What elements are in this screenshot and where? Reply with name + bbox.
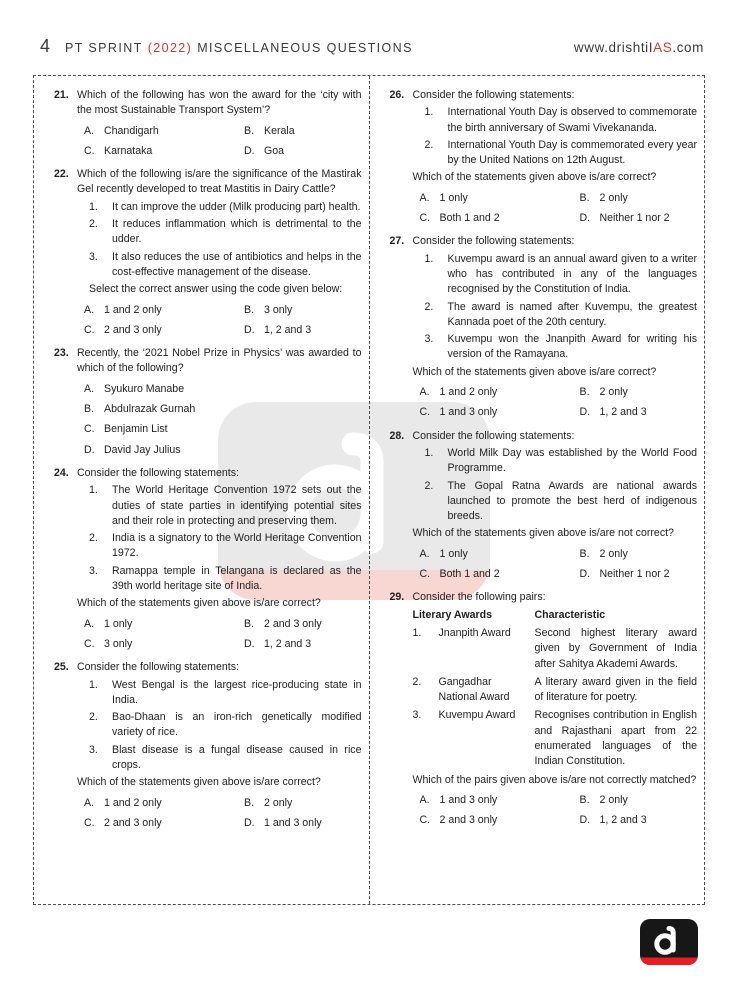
statement-number: 2. bbox=[89, 711, 98, 724]
option-letter: D. bbox=[84, 443, 95, 456]
page-header bbox=[40, 36, 704, 57]
option bbox=[580, 385, 628, 400]
statement-number: 2. bbox=[424, 300, 434, 313]
question bbox=[54, 466, 362, 652]
option-text: 2 only bbox=[599, 386, 628, 399]
option-letter: A. bbox=[84, 382, 95, 395]
options-row bbox=[420, 547, 698, 562]
option-letter: B. bbox=[579, 793, 590, 806]
option-text: 1 and 2 only bbox=[439, 386, 498, 399]
options-row bbox=[420, 405, 698, 420]
option-letter: C. bbox=[84, 637, 95, 650]
option bbox=[84, 124, 244, 139]
option-text: 2 only bbox=[599, 191, 628, 204]
question-text: Consider the following pairs: bbox=[412, 591, 546, 604]
option-letter: D. bbox=[244, 323, 255, 336]
option-letter: B. bbox=[244, 303, 255, 316]
statement-number: 1. bbox=[89, 200, 98, 213]
option bbox=[244, 323, 311, 338]
statement bbox=[89, 217, 362, 248]
option bbox=[84, 617, 244, 632]
website-prefix: www.drishtiI bbox=[573, 40, 654, 55]
option-text: Syukuro Manabe bbox=[104, 382, 185, 395]
options-row bbox=[84, 617, 362, 632]
pair-characteristic: Recognises contribution in English and Rajasthani apart from 22 enumerated languages of the Indian Constitution. bbox=[534, 709, 697, 768]
website-url bbox=[574, 40, 704, 55]
option-letter: A. bbox=[84, 796, 95, 809]
pair-characteristic: Second highest literary award given by Government of India after Sahitya Akademi Awards. bbox=[534, 626, 697, 670]
statement-number: 1. bbox=[424, 252, 434, 265]
question-body bbox=[413, 429, 698, 583]
option bbox=[84, 144, 244, 159]
pair-award: Gangadhar National Award bbox=[438, 675, 510, 704]
option-text: Karnataka bbox=[104, 144, 153, 157]
statement-text: India is a signatory to the World Heritage Convention 1972. bbox=[112, 532, 362, 560]
option-letter: A. bbox=[84, 303, 95, 316]
options-row bbox=[420, 191, 698, 206]
website-suffix: .com bbox=[672, 40, 704, 55]
option bbox=[580, 405, 647, 420]
option-text: 1 and 2 only bbox=[104, 796, 162, 809]
statement-number: 3. bbox=[424, 333, 434, 346]
statement-number: 3. bbox=[89, 250, 98, 263]
question-text: Which of the following has won the award for the ‘city with the most Sustainable Transport System’? bbox=[77, 89, 362, 117]
option-text: 1 only bbox=[439, 547, 468, 560]
question-body bbox=[77, 167, 362, 338]
options-row bbox=[84, 124, 362, 139]
statement-number: 1. bbox=[89, 678, 98, 691]
question-number: 26. bbox=[389, 89, 405, 101]
question bbox=[54, 167, 362, 338]
question-lead: Which of the statements given above is/are correct? bbox=[77, 597, 321, 610]
options-row bbox=[420, 813, 698, 828]
options-row bbox=[84, 637, 362, 652]
option bbox=[244, 303, 292, 318]
statement bbox=[425, 138, 698, 169]
statement-text: International Youth Day is commemorated every year by the United Nations on 12th August. bbox=[447, 138, 697, 167]
option-text: David Jay Julius bbox=[104, 443, 181, 456]
option bbox=[84, 382, 184, 397]
option bbox=[420, 547, 580, 562]
options-row bbox=[84, 382, 362, 397]
option bbox=[580, 813, 647, 828]
statement-number: 2. bbox=[89, 218, 98, 231]
statement-text: West Bengal is the largest rice-producing state in India. bbox=[112, 678, 362, 706]
pair-number: 3. bbox=[412, 709, 422, 722]
options-row bbox=[84, 443, 362, 458]
option bbox=[84, 637, 244, 652]
statement bbox=[89, 710, 362, 741]
question-text: Consider the following statements: bbox=[412, 429, 575, 442]
option-letter: A. bbox=[419, 386, 430, 399]
statement-text: Ramappa temple in Telangana is declared as the 39th world heritage site of India. bbox=[112, 564, 362, 593]
option-text: 2 only bbox=[264, 796, 293, 809]
option bbox=[84, 422, 168, 437]
question bbox=[54, 88, 362, 159]
options-row bbox=[420, 385, 698, 400]
option bbox=[244, 796, 292, 811]
statement-text: International Youth Day is observed to commemorate the birth anniversary of Swami Vivekananda. bbox=[447, 106, 697, 134]
question bbox=[390, 429, 698, 583]
question-body bbox=[77, 88, 362, 159]
option-letter: D. bbox=[244, 637, 255, 650]
question-lead: Select the correct answer using the code given below: bbox=[89, 283, 343, 296]
pair-number: 1. bbox=[412, 626, 422, 639]
question-number: 23. bbox=[54, 347, 69, 360]
option-letter: C. bbox=[419, 814, 431, 827]
option-text: 2 and 3 only bbox=[264, 617, 322, 630]
statement-number: 1. bbox=[89, 484, 98, 497]
statement-text: Kuvempu won the Jnanpith Award for writing his version of the Ramayana. bbox=[447, 333, 697, 361]
statement bbox=[89, 678, 362, 709]
option-text: 2 and 3 only bbox=[104, 816, 162, 829]
question-number: 27. bbox=[389, 235, 405, 248]
options-row bbox=[84, 402, 362, 417]
question-body bbox=[413, 234, 698, 420]
option-letter: D. bbox=[579, 568, 591, 581]
option-text: 1, 2 and 3 bbox=[264, 637, 312, 650]
option-text: Abdulrazak Gurnah bbox=[104, 403, 196, 416]
questions-column-right bbox=[369, 76, 705, 904]
option-text: 1 only bbox=[104, 617, 133, 630]
pairs-header-left: Literary Awards bbox=[412, 608, 492, 621]
option bbox=[244, 816, 322, 831]
statement-text: It reduces inflammation which is detrimental to the udder. bbox=[112, 218, 362, 246]
question-number: 21. bbox=[54, 89, 69, 101]
question-body bbox=[77, 466, 362, 652]
statement bbox=[89, 250, 362, 281]
statement-text: World Milk Day was established by the World Food Programme. bbox=[447, 446, 697, 475]
option-letter: C. bbox=[84, 144, 95, 157]
pair-award: Kuvempu Award bbox=[438, 709, 516, 722]
options-row bbox=[84, 796, 362, 811]
option-text: 1 and 3 only bbox=[439, 793, 498, 806]
document-title bbox=[65, 41, 418, 55]
option bbox=[84, 402, 195, 417]
option bbox=[420, 567, 580, 582]
option bbox=[420, 191, 580, 206]
option-text: Neither 1 nor 2 bbox=[599, 568, 670, 581]
statement-number: 1. bbox=[424, 446, 434, 459]
option-text: 3 only bbox=[264, 303, 293, 316]
option-text: 1 and 3 only bbox=[439, 406, 498, 419]
option-text: 1, 2 and 3 bbox=[599, 406, 647, 419]
option-letter: B. bbox=[579, 191, 590, 204]
questions-panel bbox=[33, 75, 705, 905]
question-text: Which of the following is/are the significance of the Mastirak Gel recently developed to treat Mastitis in Dairy Cattle? bbox=[77, 168, 362, 196]
option bbox=[84, 796, 244, 811]
option-text: Chandigarh bbox=[104, 124, 159, 137]
question bbox=[54, 346, 362, 458]
statement bbox=[425, 252, 698, 298]
statement bbox=[89, 743, 362, 774]
statement bbox=[89, 200, 362, 215]
statement-number: 3. bbox=[89, 743, 98, 756]
statement-text: Blast disease is a fungal disease caused in rice crops. bbox=[112, 743, 362, 771]
option-text: 1, 2 and 3 bbox=[264, 323, 312, 336]
option-letter: B. bbox=[244, 617, 255, 630]
pairs-header-right: Characteristic bbox=[534, 608, 606, 621]
question-body bbox=[77, 660, 362, 831]
questions-column-left bbox=[34, 76, 369, 904]
option-text: 1 and 2 only bbox=[104, 303, 162, 316]
option-text: 1, 2 and 3 bbox=[599, 814, 647, 827]
website-accent: AS bbox=[653, 40, 673, 55]
question-text: Consider the following statements: bbox=[412, 89, 575, 101]
question-body bbox=[413, 88, 698, 226]
statement bbox=[425, 105, 698, 136]
option-text: 2 only bbox=[599, 793, 628, 806]
option-letter: A. bbox=[84, 124, 95, 137]
option-letter: B. bbox=[244, 796, 255, 809]
question-number: 29. bbox=[389, 591, 405, 604]
option bbox=[244, 144, 284, 159]
options-row bbox=[84, 144, 362, 159]
option bbox=[244, 617, 322, 632]
statement-text: The award is named after Kuvempu, the greatest Kannada poet of the 20th century. bbox=[447, 300, 697, 328]
option-letter: C. bbox=[419, 568, 431, 581]
options-row bbox=[84, 303, 362, 318]
statement-text: The World Heritage Convention 1972 sets out the duties of state parties in identifying potential sites and their role in protecting and preserving them. bbox=[112, 484, 362, 527]
option-letter: B. bbox=[579, 547, 590, 560]
statement-number: 2. bbox=[89, 532, 98, 545]
drishti-logo bbox=[640, 919, 698, 965]
page-number: 4 bbox=[40, 36, 52, 56]
question-lead: Which of the statements given above is/are not correct? bbox=[412, 527, 674, 540]
pairs-table bbox=[413, 608, 698, 770]
option bbox=[420, 211, 580, 226]
option-letter: D. bbox=[579, 212, 591, 225]
option-letter: A. bbox=[84, 617, 95, 630]
statement-number: 2. bbox=[424, 479, 434, 492]
option-letter: C. bbox=[84, 423, 95, 436]
option bbox=[84, 303, 244, 318]
option-text: 3 only bbox=[104, 637, 133, 650]
option-letter: C. bbox=[84, 816, 95, 829]
option-letter: B. bbox=[244, 124, 255, 137]
statement bbox=[89, 531, 362, 562]
option-letter: A. bbox=[419, 793, 430, 806]
option bbox=[244, 637, 311, 652]
option-letter: A. bbox=[419, 547, 430, 560]
option bbox=[580, 211, 670, 226]
question-text: Recently, the ‘2021 Nobel Prize in Physics’ was awarded to which of the following? bbox=[77, 347, 362, 375]
question bbox=[54, 660, 362, 831]
statement bbox=[89, 483, 362, 529]
option-text: Both 1 and 2 bbox=[439, 568, 500, 581]
option-text: Both 1 and 2 bbox=[439, 212, 500, 225]
option bbox=[580, 793, 628, 808]
statement bbox=[425, 332, 698, 363]
question bbox=[390, 88, 698, 226]
pair-row bbox=[413, 626, 698, 672]
question-text: Consider the following statements: bbox=[412, 235, 575, 248]
question-lead: Which of the statements given above is/are correct? bbox=[412, 171, 657, 184]
option-letter: C. bbox=[419, 406, 431, 419]
option bbox=[84, 443, 181, 458]
option-text: 1 and 3 only bbox=[264, 816, 322, 829]
option-text: Neither 1 nor 2 bbox=[599, 212, 670, 225]
question-body bbox=[413, 590, 698, 828]
pairs-header bbox=[413, 608, 698, 623]
statement-text: Bao-Dhaan is an iron-rich genetically modified variety of rice. bbox=[112, 711, 362, 739]
question-body bbox=[77, 346, 362, 458]
option-letter: B. bbox=[84, 403, 95, 416]
question-number: 24. bbox=[54, 466, 69, 479]
option-text: Goa bbox=[264, 144, 285, 157]
pair-characteristic: A literary award given in the field of literature for poetry. bbox=[534, 675, 697, 704]
pair-row bbox=[413, 708, 698, 769]
option-letter: A. bbox=[419, 191, 430, 204]
question bbox=[390, 234, 698, 420]
question-lead: Which of the pairs given above is/are not correctly matched? bbox=[412, 773, 697, 786]
option bbox=[580, 567, 670, 582]
statement bbox=[89, 564, 362, 595]
question-text: Consider the following statements: bbox=[77, 661, 239, 674]
pair-row bbox=[413, 675, 698, 706]
option bbox=[420, 385, 580, 400]
statement-text: It can improve the udder (Milk producing part) health. bbox=[112, 200, 361, 213]
option-text: Benjamin List bbox=[104, 423, 168, 436]
options-row bbox=[84, 422, 362, 437]
options-row bbox=[84, 323, 362, 338]
statement-number: 3. bbox=[89, 564, 98, 577]
option-text: 2 only bbox=[599, 547, 628, 560]
title-part1: PT SPRINT bbox=[65, 41, 143, 55]
option-letter: B. bbox=[579, 386, 590, 399]
option-text: 2 and 3 only bbox=[439, 814, 498, 827]
option bbox=[420, 793, 580, 808]
question-lead: Which of the statements given above is/are correct? bbox=[77, 776, 321, 789]
option-text: 1 only bbox=[439, 191, 468, 204]
option-text: Kerala bbox=[264, 124, 295, 137]
statement-number: 1. bbox=[424, 106, 434, 119]
options-row bbox=[420, 567, 698, 582]
option-letter: C. bbox=[84, 323, 95, 336]
question-number: 28. bbox=[389, 429, 405, 442]
option-letter: C. bbox=[419, 212, 431, 225]
option-letter: D. bbox=[244, 144, 255, 157]
options-row bbox=[84, 816, 362, 831]
option-letter: D. bbox=[579, 406, 591, 419]
question-lead: Which of the statements given above is/are correct? bbox=[412, 365, 657, 378]
option-text: 2 and 3 only bbox=[104, 323, 162, 336]
title-year: (2022) bbox=[147, 41, 193, 55]
statement-text: Kuvempu award is an annual award given to a writer who has contributed in any of the languages recognised by the Constitution of India. bbox=[447, 252, 697, 296]
option-letter: D. bbox=[579, 814, 591, 827]
question-number: 22. bbox=[54, 168, 69, 181]
statement-text: It also reduces the use of antibiotics and helps in the cost-effective management of the disease. bbox=[112, 250, 362, 278]
statement bbox=[425, 446, 698, 477]
option-letter: D. bbox=[244, 816, 255, 829]
question bbox=[390, 590, 698, 828]
options-row bbox=[420, 211, 698, 226]
pair-award: Jnanpith Award bbox=[438, 626, 511, 639]
option bbox=[84, 323, 244, 338]
option bbox=[420, 813, 580, 828]
option bbox=[580, 191, 628, 206]
option bbox=[84, 816, 244, 831]
statement-number: 2. bbox=[424, 138, 434, 151]
pair-number: 2. bbox=[412, 675, 422, 688]
statement-text: The Gopal Ratna Awards are national awards launched to promote the best herd of indigenous breeds. bbox=[447, 479, 697, 523]
options-row bbox=[420, 793, 698, 808]
option bbox=[580, 547, 628, 562]
option bbox=[420, 405, 580, 420]
title-part2: MISCELLANEOUS QUESTIONS bbox=[197, 41, 413, 55]
option bbox=[244, 124, 295, 139]
statement bbox=[425, 300, 698, 331]
question-text: Consider the following statements: bbox=[77, 466, 239, 479]
question-number: 25. bbox=[54, 661, 69, 674]
statement bbox=[425, 479, 698, 525]
